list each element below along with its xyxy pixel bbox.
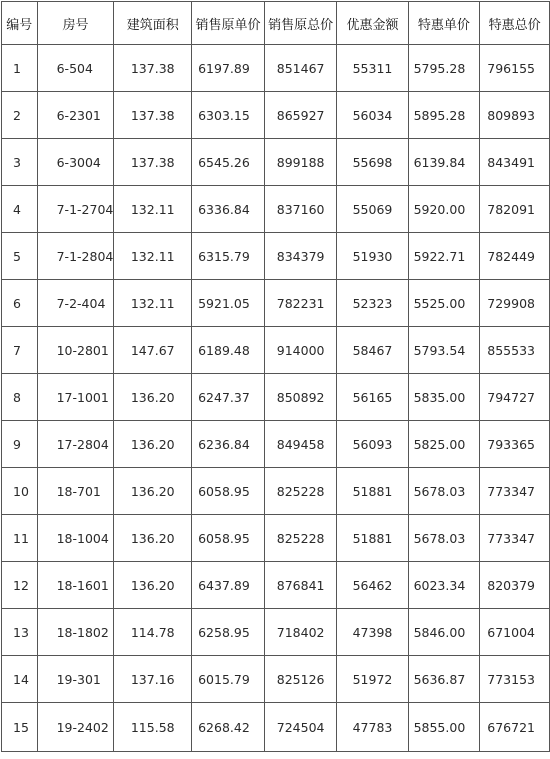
cell-area: 136.20 bbox=[114, 374, 192, 421]
cell-discount: 55698 bbox=[337, 139, 408, 186]
cell-index: 15 bbox=[2, 703, 38, 752]
cell-original-unit-price: 6189.48 bbox=[192, 327, 265, 374]
cell-index: 5 bbox=[2, 233, 38, 280]
cell-area: 137.16 bbox=[114, 656, 192, 703]
cell-index: 14 bbox=[2, 656, 38, 703]
cell-special-total-price: 794727 bbox=[480, 374, 550, 421]
col-header-index: 编号 bbox=[2, 2, 38, 45]
cell-discount: 51881 bbox=[337, 515, 408, 562]
cell-area: 136.20 bbox=[114, 515, 192, 562]
cell-room: 6-2301 bbox=[37, 92, 114, 139]
cell-room: 18-1601 bbox=[37, 562, 114, 609]
table-row bbox=[2, 186, 550, 233]
cell-area: 115.58 bbox=[114, 703, 192, 752]
cell-index: 6 bbox=[2, 280, 38, 327]
table-row bbox=[2, 609, 550, 656]
cell-special-total-price: 773347 bbox=[480, 515, 550, 562]
cell-room: 7-1-2704 bbox=[37, 186, 114, 233]
cell-index: 13 bbox=[2, 609, 38, 656]
cell-original-unit-price: 6303.15 bbox=[192, 92, 265, 139]
cell-room: 18-1802 bbox=[37, 609, 114, 656]
cell-original-unit-price: 6058.95 bbox=[192, 515, 265, 562]
cell-room: 17-2804 bbox=[37, 421, 114, 468]
cell-area: 137.38 bbox=[114, 92, 192, 139]
cell-original-unit-price: 6315.79 bbox=[192, 233, 265, 280]
cell-special-unit-price: 5678.03 bbox=[408, 515, 480, 562]
cell-index: 1 bbox=[2, 45, 38, 92]
table-row bbox=[2, 327, 550, 374]
cell-special-total-price: 855533 bbox=[480, 327, 550, 374]
cell-index: 10 bbox=[2, 468, 38, 515]
cell-area: 136.20 bbox=[114, 562, 192, 609]
cell-room: 17-1001 bbox=[37, 374, 114, 421]
cell-room: 7-2-404 bbox=[37, 280, 114, 327]
header-row bbox=[2, 2, 550, 45]
cell-original-total-price: 851467 bbox=[264, 45, 337, 92]
table-row bbox=[2, 515, 550, 562]
cell-special-unit-price: 5922.71 bbox=[408, 233, 480, 280]
cell-index: 11 bbox=[2, 515, 38, 562]
cell-original-total-price: 825228 bbox=[264, 515, 337, 562]
col-header-original-unit-price: 销售原单价 bbox=[192, 2, 265, 45]
cell-special-total-price: 796155 bbox=[480, 45, 550, 92]
cell-original-unit-price: 6015.79 bbox=[192, 656, 265, 703]
cell-index: 12 bbox=[2, 562, 38, 609]
cell-discount: 56165 bbox=[337, 374, 408, 421]
cell-original-unit-price: 6258.95 bbox=[192, 609, 265, 656]
col-header-area: 建筑面积 bbox=[114, 2, 192, 45]
cell-index: 3 bbox=[2, 139, 38, 186]
cell-index: 7 bbox=[2, 327, 38, 374]
cell-area: 114.78 bbox=[114, 609, 192, 656]
cell-special-total-price: 843491 bbox=[480, 139, 550, 186]
cell-special-unit-price: 6023.34 bbox=[408, 562, 480, 609]
cell-original-total-price: 718402 bbox=[264, 609, 337, 656]
table-row bbox=[2, 703, 550, 752]
cell-original-total-price: 837160 bbox=[264, 186, 337, 233]
col-header-special-unit-price: 特惠单价 bbox=[408, 2, 480, 45]
cell-area: 136.20 bbox=[114, 468, 192, 515]
cell-special-total-price: 793365 bbox=[480, 421, 550, 468]
table-row bbox=[2, 421, 550, 468]
table-row bbox=[2, 468, 550, 515]
cell-index: 4 bbox=[2, 186, 38, 233]
cell-discount: 58467 bbox=[337, 327, 408, 374]
cell-special-unit-price: 5895.28 bbox=[408, 92, 480, 139]
cell-area: 136.20 bbox=[114, 421, 192, 468]
cell-discount: 47398 bbox=[337, 609, 408, 656]
cell-original-total-price: 899188 bbox=[264, 139, 337, 186]
cell-discount: 51881 bbox=[337, 468, 408, 515]
cell-special-unit-price: 5525.00 bbox=[408, 280, 480, 327]
table-row bbox=[2, 562, 550, 609]
cell-special-unit-price: 6139.84 bbox=[408, 139, 480, 186]
cell-discount: 55311 bbox=[337, 45, 408, 92]
cell-discount: 47783 bbox=[337, 703, 408, 752]
cell-original-total-price: 834379 bbox=[264, 233, 337, 280]
cell-area: 132.11 bbox=[114, 233, 192, 280]
cell-special-unit-price: 5795.28 bbox=[408, 45, 480, 92]
cell-special-total-price: 809893 bbox=[480, 92, 550, 139]
cell-special-unit-price: 5636.87 bbox=[408, 656, 480, 703]
cell-index: 9 bbox=[2, 421, 38, 468]
cell-special-unit-price: 5835.00 bbox=[408, 374, 480, 421]
cell-discount: 56093 bbox=[337, 421, 408, 468]
cell-special-total-price: 820379 bbox=[480, 562, 550, 609]
cell-original-total-price: 876841 bbox=[264, 562, 337, 609]
cell-special-unit-price: 5855.00 bbox=[408, 703, 480, 752]
cell-original-total-price: 865927 bbox=[264, 92, 337, 139]
cell-special-unit-price: 5678.03 bbox=[408, 468, 480, 515]
cell-original-total-price: 849458 bbox=[264, 421, 337, 468]
cell-area: 132.11 bbox=[114, 186, 192, 233]
cell-original-total-price: 850892 bbox=[264, 374, 337, 421]
price-list-table bbox=[1, 1, 550, 752]
cell-original-unit-price: 6336.84 bbox=[192, 186, 265, 233]
col-header-room: 房号 bbox=[37, 2, 114, 45]
cell-original-unit-price: 5921.05 bbox=[192, 280, 265, 327]
table-row bbox=[2, 233, 550, 280]
cell-discount: 56034 bbox=[337, 92, 408, 139]
cell-special-total-price: 773153 bbox=[480, 656, 550, 703]
table-row bbox=[2, 45, 550, 92]
cell-index: 8 bbox=[2, 374, 38, 421]
cell-original-total-price: 724504 bbox=[264, 703, 337, 752]
cell-area: 132.11 bbox=[114, 280, 192, 327]
cell-special-total-price: 676721 bbox=[480, 703, 550, 752]
cell-discount: 52323 bbox=[337, 280, 408, 327]
cell-special-total-price: 729908 bbox=[480, 280, 550, 327]
cell-original-unit-price: 6236.84 bbox=[192, 421, 265, 468]
cell-original-unit-price: 6437.89 bbox=[192, 562, 265, 609]
cell-original-unit-price: 6545.26 bbox=[192, 139, 265, 186]
table-row bbox=[2, 92, 550, 139]
cell-special-total-price: 671004 bbox=[480, 609, 550, 656]
cell-original-unit-price: 6058.95 bbox=[192, 468, 265, 515]
cell-room: 6-504 bbox=[37, 45, 114, 92]
cell-special-unit-price: 5793.54 bbox=[408, 327, 480, 374]
col-header-special-total-price: 特惠总价 bbox=[480, 2, 550, 45]
col-header-discount: 优惠金额 bbox=[337, 2, 408, 45]
cell-area: 137.38 bbox=[114, 45, 192, 92]
cell-room: 19-301 bbox=[37, 656, 114, 703]
cell-room: 10-2801 bbox=[37, 327, 114, 374]
col-header-original-total-price: 销售原总价 bbox=[264, 2, 337, 45]
cell-original-total-price: 825228 bbox=[264, 468, 337, 515]
cell-discount: 51972 bbox=[337, 656, 408, 703]
cell-room: 7-1-2804 bbox=[37, 233, 114, 280]
cell-original-unit-price: 6197.89 bbox=[192, 45, 265, 92]
cell-discount: 51930 bbox=[337, 233, 408, 280]
table-body bbox=[2, 45, 550, 752]
cell-room: 19-2402 bbox=[37, 703, 114, 752]
cell-special-unit-price: 5846.00 bbox=[408, 609, 480, 656]
cell-discount: 56462 bbox=[337, 562, 408, 609]
cell-special-unit-price: 5920.00 bbox=[408, 186, 480, 233]
cell-original-total-price: 782231 bbox=[264, 280, 337, 327]
cell-special-total-price: 782091 bbox=[480, 186, 550, 233]
table-row bbox=[2, 280, 550, 327]
cell-special-total-price: 782449 bbox=[480, 233, 550, 280]
table-row bbox=[2, 374, 550, 421]
cell-area: 137.38 bbox=[114, 139, 192, 186]
cell-index: 2 bbox=[2, 92, 38, 139]
cell-original-unit-price: 6247.37 bbox=[192, 374, 265, 421]
cell-room: 6-3004 bbox=[37, 139, 114, 186]
table-row bbox=[2, 139, 550, 186]
cell-special-total-price: 773347 bbox=[480, 468, 550, 515]
cell-original-total-price: 825126 bbox=[264, 656, 337, 703]
cell-original-total-price: 914000 bbox=[264, 327, 337, 374]
cell-room: 18-701 bbox=[37, 468, 114, 515]
table-row bbox=[2, 656, 550, 703]
cell-special-unit-price: 5825.00 bbox=[408, 421, 480, 468]
cell-area: 147.67 bbox=[114, 327, 192, 374]
cell-original-unit-price: 6268.42 bbox=[192, 703, 265, 752]
cell-discount: 55069 bbox=[337, 186, 408, 233]
cell-room: 18-1004 bbox=[37, 515, 114, 562]
